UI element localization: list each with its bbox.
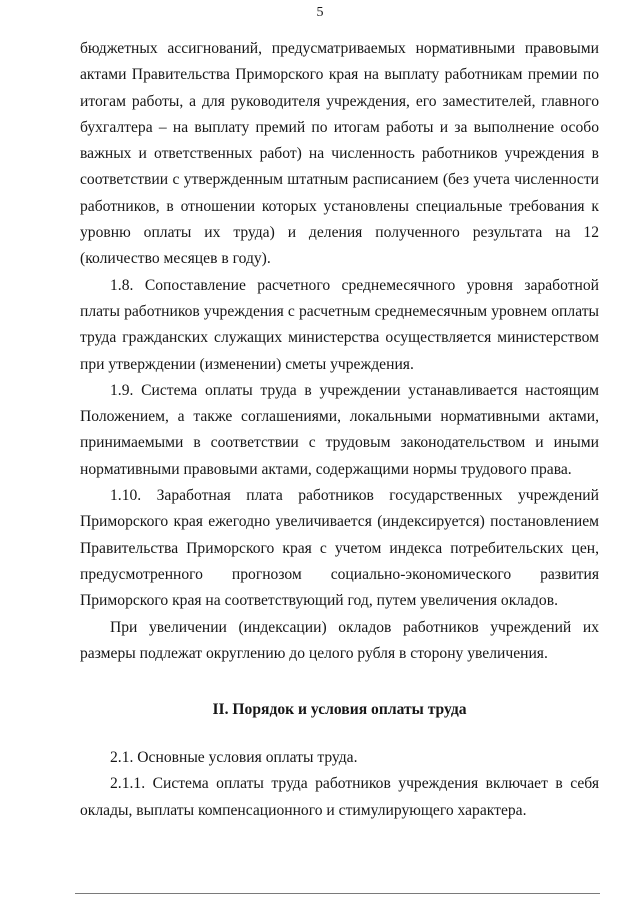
footer-divider [75,893,600,894]
paragraph-indexation: При увеличении (индексации) окладов работников учреждений их размеры подлежат округлению до целого рубля в сторону увеличения. [80,618,599,662]
paragraph-1-9: 1.9. Система оплаты труда в учреждении устанавливается настоящим Положением, а также соглашениями, локальными нормативными актами, принимаемыми в соответствии с трудовым законодательством и иными нормативными правовыми актами, содержащими нормы трудового права. [80,381,599,478]
page-number: 5 [316,5,324,20]
body-text [80,36,599,667]
section-heading: II. Порядок и условия оплаты труда [212,701,467,718]
paragraph-2-1: 2.1. Основные условия оплаты труда. [110,749,358,766]
paragraph-1-8: 1.8. Сопоставление расчетного среднемесячного уровня заработной платы работников учреждения с расчетным среднемесячным уровнем оплаты труда гражданских служащих министерства осуществляется министерством при утверждении (изменении) сметы учреждения. [80,276,599,373]
paragraph-2-1-1: 2.1.1. Система оплаты труда работников учреждения включает в себя оклады, выплаты компенсационного и стимулирующего характера. [80,775,599,819]
paragraph-1-10: 1.10. Заработная плата работников государственных учреждений Приморского края ежегодно увеличивается (индексируется) постановлением Правительства Приморского края с учетом индекса потребительских цен, предусмотренного прогнозом социально-экономического развития Приморского края на соответствующий год, путем увеличения окладов. [80,487,599,610]
paragraph-continuation: бюджетных ассигнований, предусматриваемых нормативными правовыми актами Правительства Приморского края на выплату работникам премии по итогам работы, а для руководителя учреждения, его заместителей, главного бухгалтера – на выплату премий по итогам работы и за выполнение особо важных и ответственных работ) на численность работников учреждения в соответствии с утвержденным штатным расписанием (без учета численности работников, в отношении которых установлены специальные требования к уровню оплаты их труда) и деления полученного результата на 12 (количество месяцев в году). [80,40,599,268]
section-2-text [80,745,599,824]
